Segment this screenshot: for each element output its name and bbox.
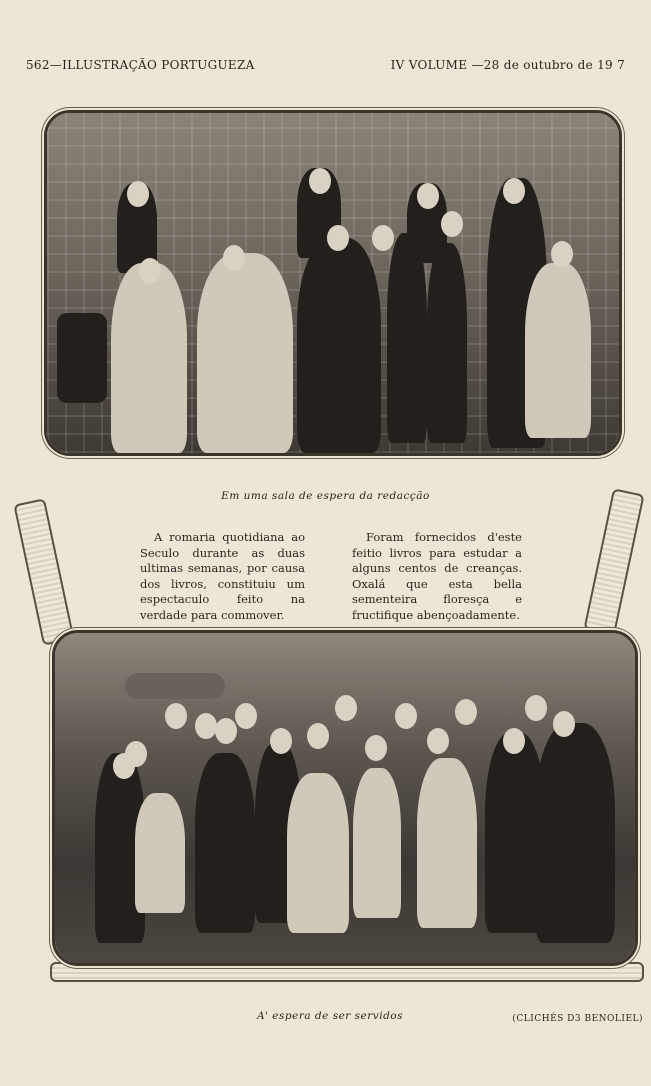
article-column-right bbox=[352, 530, 522, 623]
photo-waiting-room-image bbox=[47, 113, 619, 453]
photo-credit: (CLICHÉS D3 BENOLIEL) bbox=[512, 1014, 643, 1024]
ornament-left-books bbox=[13, 498, 74, 646]
caption-waiting-room: Em uma sala de espera da redacção bbox=[221, 490, 430, 502]
photo-waiting-room bbox=[44, 110, 622, 456]
photo-crowd-waiting bbox=[52, 630, 638, 966]
article-left-text: A romaria quotidiana ao Seculo durante as duas ultimas semanas, por causa dos livros, constituiu um espectaculo feito na verdade para commover. bbox=[140, 530, 305, 622]
article-right-text: Foram fornecidos d'este feitio livros para estudar a alguns centos de creanças. Oxalá que esta bella sementeira floresça e fructifique abençoadamente. bbox=[352, 530, 522, 622]
caption-crowd-waiting: A' espera de ser servidos bbox=[256, 1010, 404, 1022]
page-header bbox=[26, 58, 625, 78]
photo-crowd-waiting-image bbox=[55, 633, 635, 963]
header-publication: 562—ILLUSTRAÇÃO PORTUGUEZA bbox=[26, 58, 255, 72]
ornament-right-books bbox=[583, 488, 644, 636]
header-volume-date: IV VOLUME —28 de outubro de 19 7 bbox=[390, 58, 625, 72]
article-column-left bbox=[140, 530, 305, 623]
